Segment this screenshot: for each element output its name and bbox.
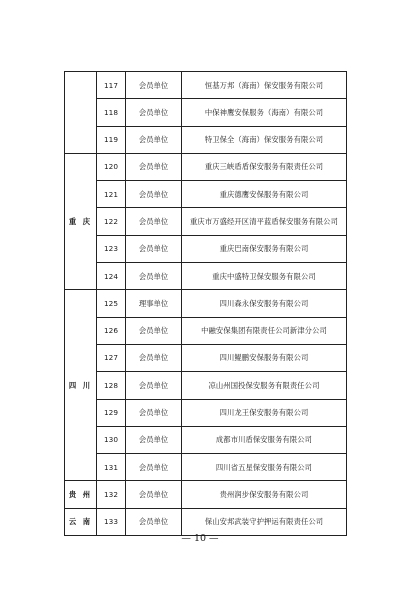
province-cell: 贵 州 <box>65 481 97 508</box>
member-type: 会员单位 <box>126 508 182 535</box>
member-type: 会员单位 <box>126 317 182 344</box>
row-number: 125 <box>97 290 126 317</box>
table-row <box>65 508 347 535</box>
member-type: 理事单位 <box>126 290 182 317</box>
company-name: 特卫保全（海南）保安服务有限公司 <box>182 126 347 153</box>
row-number: 122 <box>97 208 126 235</box>
row-number: 126 <box>97 317 126 344</box>
page-number: — 10 — <box>181 533 219 544</box>
company-name: 四川鲲鹏安保服务有限公司 <box>182 344 347 371</box>
member-type: 会员单位 <box>126 181 182 208</box>
table-row <box>65 399 347 426</box>
province-cell: 四 川 <box>65 290 97 481</box>
company-name: 贵州润步保安服务有限公司 <box>182 481 347 508</box>
table-row <box>65 263 347 290</box>
province-cell: 重 庆 <box>65 153 97 289</box>
row-number: 119 <box>97 126 126 153</box>
table-row <box>65 481 347 508</box>
company-name: 重庆德鹰安保服务有限公司 <box>182 181 347 208</box>
member-type: 会员单位 <box>126 263 182 290</box>
table-row <box>65 235 347 262</box>
table-row <box>65 344 347 371</box>
member-type: 会员单位 <box>126 153 182 180</box>
member-type: 会员单位 <box>126 481 182 508</box>
company-name: 中保神鹰安保服务（海南）有限公司 <box>182 99 347 126</box>
row-number: 118 <box>97 99 126 126</box>
row-number: 121 <box>97 181 126 208</box>
province-cell <box>65 72 97 154</box>
row-number: 131 <box>97 454 126 481</box>
table-row <box>65 126 347 153</box>
company-name: 重庆中盛特卫保安服务有限公司 <box>182 263 347 290</box>
table-row <box>65 317 347 344</box>
table-row <box>65 99 347 126</box>
row-number: 133 <box>97 508 126 535</box>
member-type: 会员单位 <box>126 208 182 235</box>
table-row <box>65 454 347 481</box>
member-type: 会员单位 <box>126 454 182 481</box>
row-number: 117 <box>97 72 126 99</box>
member-type: 会员单位 <box>126 99 182 126</box>
member-type: 会员单位 <box>126 126 182 153</box>
table-row <box>65 372 347 399</box>
table-row <box>65 208 347 235</box>
member-type: 会员单位 <box>126 426 182 453</box>
row-number: 132 <box>97 481 126 508</box>
company-name: 重庆巴南保安服务有限公司 <box>182 235 347 262</box>
row-number: 130 <box>97 426 126 453</box>
row-number: 127 <box>97 344 126 371</box>
company-name: 保山安邦武装守护押运有限责任公司 <box>182 508 347 535</box>
table-row <box>65 426 347 453</box>
row-number: 120 <box>97 153 126 180</box>
company-name: 四川龙王保安服务有限公司 <box>182 399 347 426</box>
province-cell: 云 南 <box>65 508 97 535</box>
row-number: 128 <box>97 372 126 399</box>
table-row <box>65 290 347 317</box>
member-type: 会员单位 <box>126 344 182 371</box>
row-number: 129 <box>97 399 126 426</box>
table-row <box>65 153 347 180</box>
member-type: 会员单位 <box>126 235 182 262</box>
company-name: 四川森永保安服务有限公司 <box>182 290 347 317</box>
company-name: 凉山州国投保安服务有限责任公司 <box>182 372 347 399</box>
company-name: 重庆三峡盾盾保安服务有限责任公司 <box>182 153 347 180</box>
company-name: 四川省五星保安服务有限公司 <box>182 454 347 481</box>
member-type: 会员单位 <box>126 72 182 99</box>
company-name: 恒基万邦（海南）保安服务有限公司 <box>182 72 347 99</box>
table-row <box>65 72 347 99</box>
member-table-body <box>65 72 347 536</box>
company-name: 重庆市万盛经开区清平蓝盾保安服务有限公司 <box>182 208 347 235</box>
company-name: 中融安保集团有限责任公司新津分公司 <box>182 317 347 344</box>
member-type: 会员单位 <box>126 399 182 426</box>
row-number: 124 <box>97 263 126 290</box>
row-number: 123 <box>97 235 126 262</box>
member-type: 会员单位 <box>126 372 182 399</box>
company-name: 成都市川盾保安服务有限公司 <box>182 426 347 453</box>
table-row <box>65 181 347 208</box>
member-table <box>64 71 347 536</box>
